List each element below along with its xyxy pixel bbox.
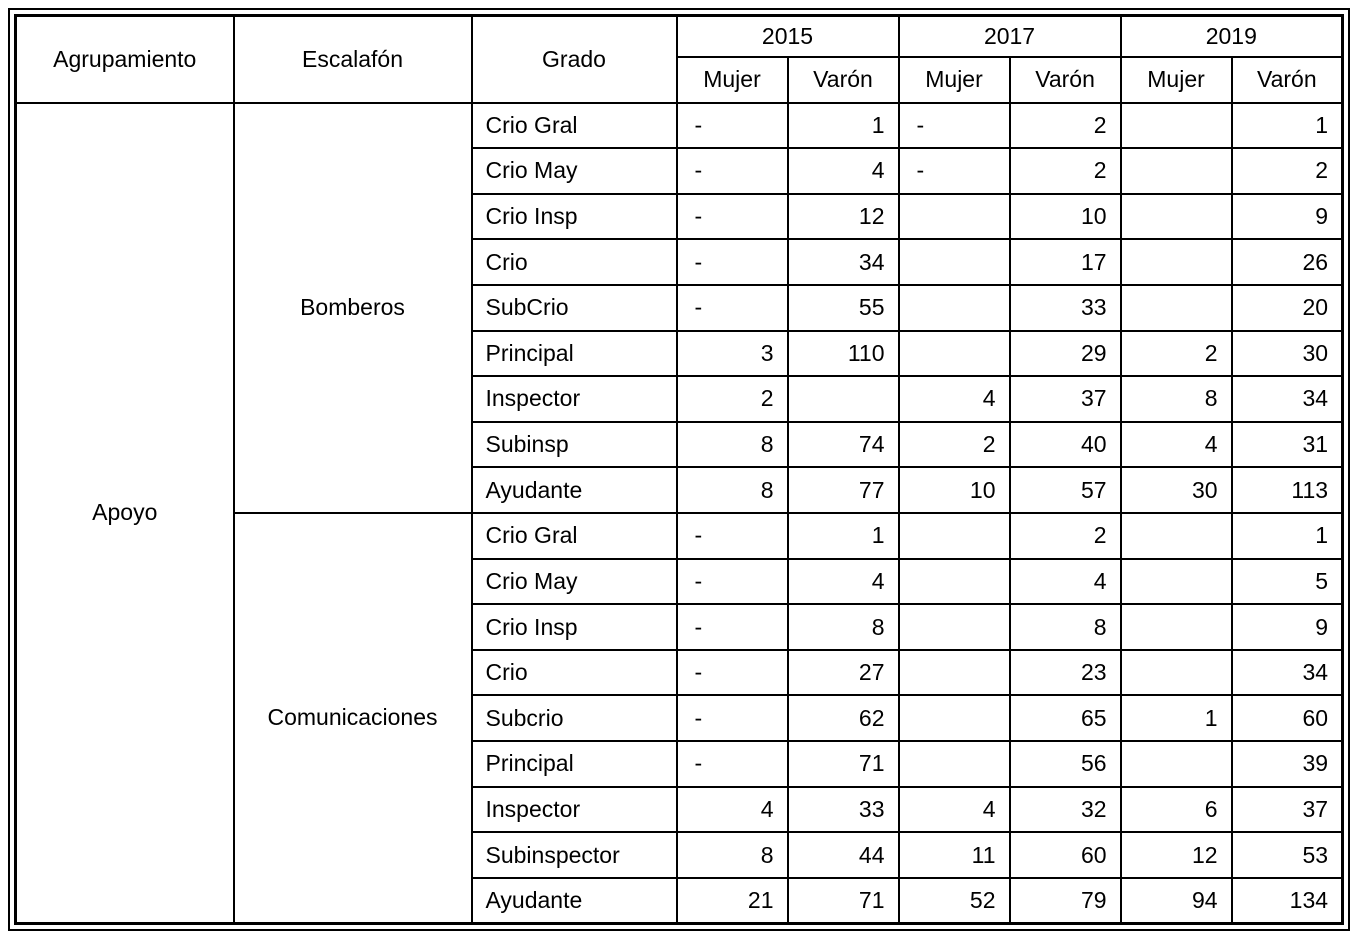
value-cell [1121, 559, 1232, 605]
value-cell: 1 [1232, 103, 1343, 149]
value-cell: 4 [899, 787, 1010, 833]
value-cell: 1 [1232, 513, 1343, 559]
header-row-years [16, 16, 1343, 57]
value-cell: 2 [1010, 148, 1121, 194]
value-cell: - [677, 194, 788, 240]
value-cell: 30 [1232, 331, 1343, 377]
value-cell: 40 [1010, 422, 1121, 468]
value-cell [899, 604, 1010, 650]
grado-cell: Inspector [472, 376, 677, 422]
value-cell [899, 741, 1010, 787]
cell-escalafon-bomberos: Bomberos [234, 103, 472, 513]
value-cell [899, 650, 1010, 696]
grado-cell: Crio Gral [472, 513, 677, 559]
value-cell: 113 [1232, 467, 1343, 513]
value-cell [1121, 604, 1232, 650]
value-cell [1121, 741, 1232, 787]
value-cell: 34 [788, 239, 899, 285]
value-cell: 12 [788, 194, 899, 240]
value-cell: 33 [788, 787, 899, 833]
value-cell: 37 [1232, 787, 1343, 833]
value-cell: 10 [1010, 194, 1121, 240]
value-cell: 5 [1232, 559, 1343, 605]
sub-header-mujer-2017: Mujer [899, 57, 1010, 103]
value-cell: 71 [788, 741, 899, 787]
value-cell: 34 [1232, 650, 1343, 696]
value-cell: 4 [788, 148, 899, 194]
grado-cell: Crio [472, 650, 677, 696]
value-cell: - [677, 695, 788, 741]
cell-escalafon-comunicaciones: Comunicaciones [234, 513, 472, 924]
value-cell [899, 331, 1010, 377]
value-cell: - [677, 559, 788, 605]
value-cell: 62 [788, 695, 899, 741]
grado-cell: Subinsp [472, 422, 677, 468]
value-cell: 8 [677, 467, 788, 513]
value-cell: 34 [1232, 376, 1343, 422]
value-cell [899, 513, 1010, 559]
sub-header-varon-2017: Varón [1010, 57, 1121, 103]
value-cell [1121, 650, 1232, 696]
value-cell: - [677, 285, 788, 331]
value-cell: 8 [677, 422, 788, 468]
value-cell: 4 [677, 787, 788, 833]
value-cell: 44 [788, 832, 899, 878]
value-cell: 134 [1232, 878, 1343, 924]
value-cell: 79 [1010, 878, 1121, 924]
value-cell: 53 [1232, 832, 1343, 878]
value-cell: 4 [899, 376, 1010, 422]
sub-header-mujer-2019: Mujer [1121, 57, 1232, 103]
value-cell: 32 [1010, 787, 1121, 833]
value-cell: 55 [788, 285, 899, 331]
sub-header-mujer-2015: Mujer [677, 57, 788, 103]
value-cell: 8 [677, 832, 788, 878]
value-cell: 33 [1010, 285, 1121, 331]
value-cell: 27 [788, 650, 899, 696]
value-cell [1121, 148, 1232, 194]
value-cell: 74 [788, 422, 899, 468]
value-cell: 65 [1010, 695, 1121, 741]
grado-cell: SubCrio [472, 285, 677, 331]
grado-cell: Subinspector [472, 832, 677, 878]
value-cell [1121, 239, 1232, 285]
grado-cell: Crio Insp [472, 194, 677, 240]
value-cell [899, 239, 1010, 285]
year-header-2015: 2015 [677, 16, 899, 57]
col-header-agrupamiento: Agrupamiento [16, 16, 234, 103]
value-cell: 2 [677, 376, 788, 422]
value-cell: 2 [899, 422, 1010, 468]
grado-cell: Principal [472, 741, 677, 787]
value-cell: - [677, 148, 788, 194]
value-cell: 52 [899, 878, 1010, 924]
value-cell: - [677, 604, 788, 650]
value-cell: 3 [677, 331, 788, 377]
value-cell: 12 [1121, 832, 1232, 878]
table-row [16, 103, 1343, 149]
value-cell: - [677, 741, 788, 787]
value-cell: 1 [788, 103, 899, 149]
value-cell: 9 [1232, 194, 1343, 240]
value-cell: - [899, 148, 1010, 194]
personnel-table [14, 14, 1344, 925]
value-cell: 60 [1232, 695, 1343, 741]
grado-cell: Inspector [472, 787, 677, 833]
value-cell: 94 [1121, 878, 1232, 924]
value-cell [899, 559, 1010, 605]
grado-cell: Crio [472, 239, 677, 285]
grado-cell: Crio Gral [472, 103, 677, 149]
value-cell: 9 [1232, 604, 1343, 650]
value-cell: 29 [1010, 331, 1121, 377]
value-cell: 2 [1232, 148, 1343, 194]
value-cell: 10 [899, 467, 1010, 513]
grado-cell: Subcrio [472, 695, 677, 741]
col-header-escalafon: Escalafón [234, 16, 472, 103]
value-cell [788, 376, 899, 422]
value-cell: 23 [1010, 650, 1121, 696]
value-cell: 56 [1010, 741, 1121, 787]
value-cell: 1 [788, 513, 899, 559]
value-cell: 20 [1232, 285, 1343, 331]
table-outer-frame [8, 8, 1350, 931]
grado-cell: Principal [472, 331, 677, 377]
value-cell [1121, 285, 1232, 331]
grado-cell: Crio Insp [472, 604, 677, 650]
value-cell [1121, 513, 1232, 559]
value-cell: 8 [1121, 376, 1232, 422]
value-cell: 110 [788, 331, 899, 377]
value-cell: 31 [1232, 422, 1343, 468]
value-cell: - [677, 239, 788, 285]
value-cell: 37 [1010, 376, 1121, 422]
value-cell: 8 [788, 604, 899, 650]
value-cell: - [677, 103, 788, 149]
cell-agrupamiento-apoyo: Apoyo [16, 103, 234, 924]
value-cell: 2 [1010, 103, 1121, 149]
value-cell: 2 [1121, 331, 1232, 377]
year-header-2019: 2019 [1121, 16, 1343, 57]
value-cell: 21 [677, 878, 788, 924]
value-cell: 1 [1121, 695, 1232, 741]
value-cell [1121, 103, 1232, 149]
value-cell: 60 [1010, 832, 1121, 878]
value-cell: 57 [1010, 467, 1121, 513]
grado-cell: Ayudante [472, 878, 677, 924]
value-cell: - [677, 650, 788, 696]
value-cell [899, 285, 1010, 331]
value-cell: - [677, 513, 788, 559]
value-cell [899, 194, 1010, 240]
col-header-grado: Grado [472, 16, 677, 103]
sub-header-varon-2019: Varón [1232, 57, 1343, 103]
grado-cell: Crio May [472, 148, 677, 194]
value-cell: 11 [899, 832, 1010, 878]
value-cell: 30 [1121, 467, 1232, 513]
value-cell: 8 [1010, 604, 1121, 650]
value-cell [899, 695, 1010, 741]
value-cell: 26 [1232, 239, 1343, 285]
value-cell: 39 [1232, 741, 1343, 787]
year-header-2017: 2017 [899, 16, 1121, 57]
grado-cell: Crio May [472, 559, 677, 605]
value-cell: 6 [1121, 787, 1232, 833]
grado-cell: Ayudante [472, 467, 677, 513]
value-cell: 17 [1010, 239, 1121, 285]
value-cell: 4 [1010, 559, 1121, 605]
value-cell: - [899, 103, 1010, 149]
sub-header-varon-2015: Varón [788, 57, 899, 103]
value-cell [1121, 194, 1232, 240]
value-cell: 71 [788, 878, 899, 924]
value-cell: 2 [1010, 513, 1121, 559]
value-cell: 77 [788, 467, 899, 513]
value-cell: 4 [788, 559, 899, 605]
value-cell: 4 [1121, 422, 1232, 468]
